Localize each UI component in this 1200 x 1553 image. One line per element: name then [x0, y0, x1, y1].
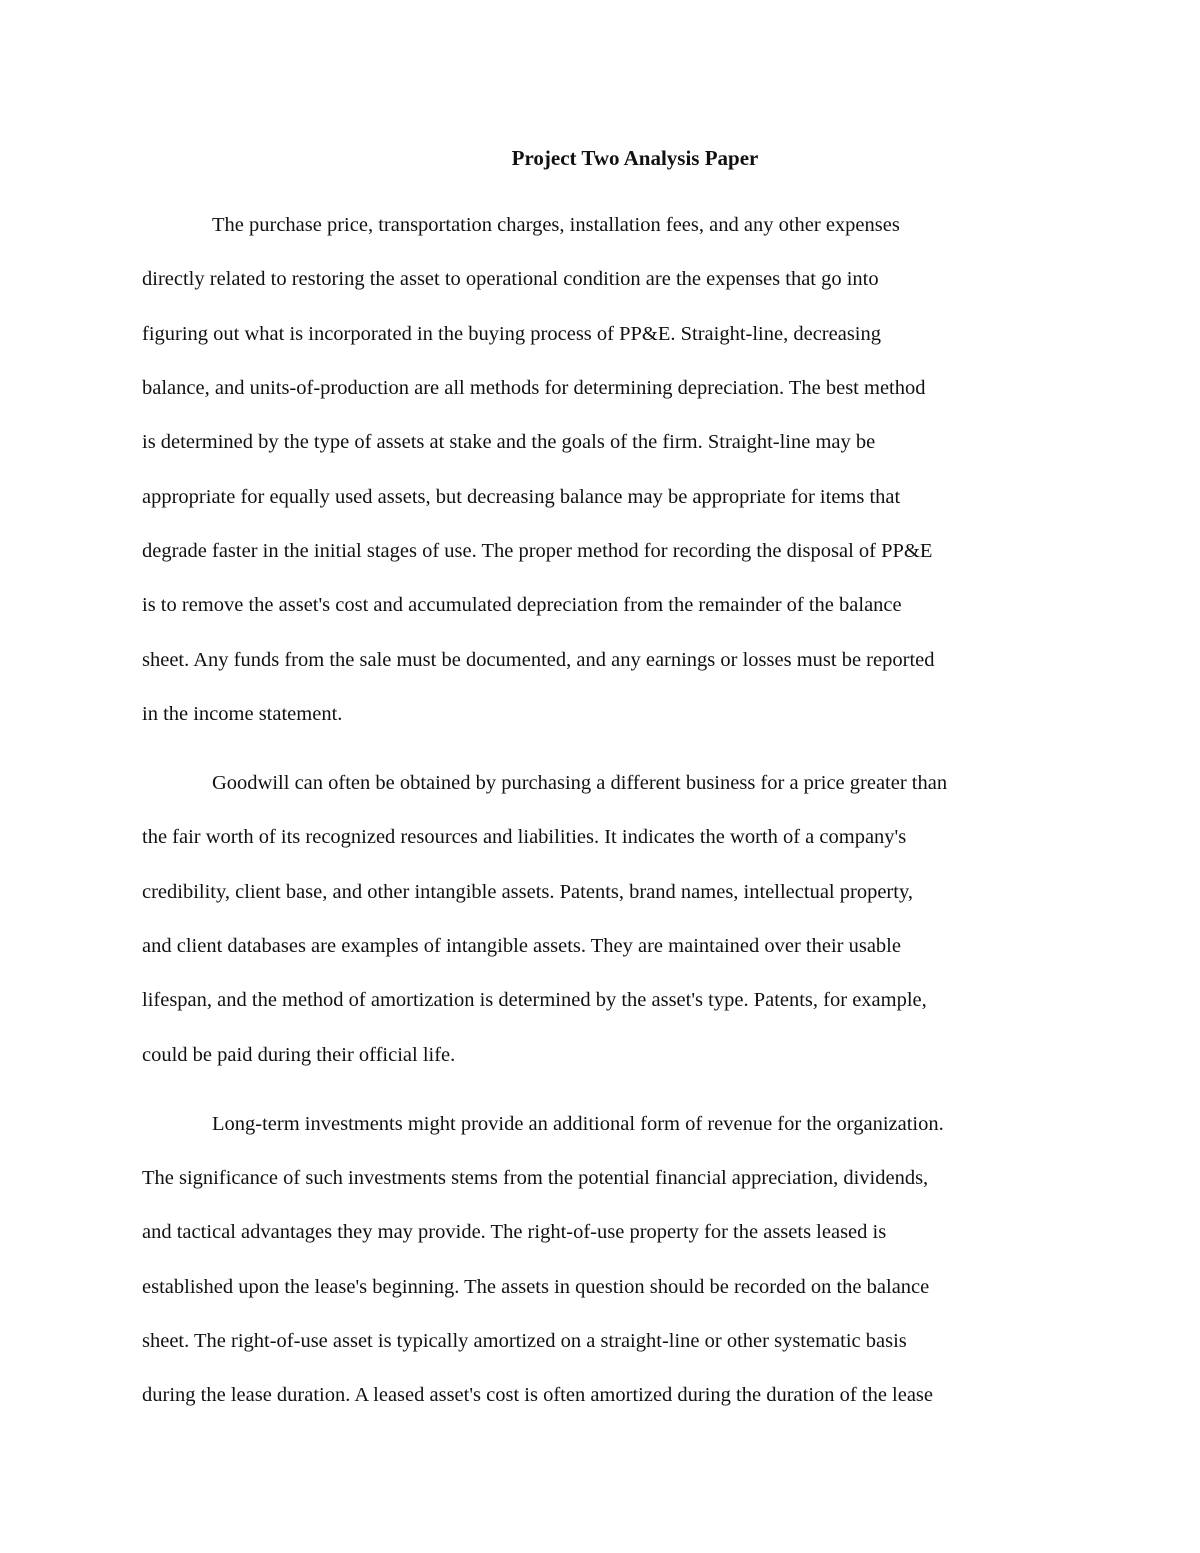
paragraph-3-line-4: established upon the lease's beginning. The assets in question should be recorded on the balance	[142, 1276, 930, 1298]
paragraph-2-line-6: could be paid during their official life.	[142, 1044, 456, 1066]
paragraph-1-line-7: degrade faster in the initial stages of use. The proper method for recording the disposal of PP&E	[142, 540, 933, 562]
paragraph-1-line-1: The purchase price, transportation charges, installation fees, and any other expenses	[212, 214, 900, 236]
paragraph-2-line-2: the fair worth of its recognized resources and liabilities. It indicates the worth of a company's	[142, 826, 907, 848]
page-title: Project Two Analysis Paper	[511, 146, 759, 170]
paragraph-1-line-10: in the income statement.	[142, 703, 343, 725]
paragraph-3-line-5: sheet. The right-of-use asset is typically amortized on a straight-line or other systematic basis	[142, 1330, 907, 1352]
paragraph-3-line-3: and tactical advantages they may provide. The right-of-use property for the assets leased is	[142, 1221, 887, 1243]
paragraph-2-line-4: and client databases are examples of intangible assets. They are maintained over their usable	[142, 935, 901, 957]
paragraph-2-line-5: lifespan, and the method of amortization is determined by the asset's type. Patents, for example,	[142, 989, 927, 1011]
paragraph-1-line-6: appropriate for equally used assets, but decreasing balance may be appropriate for items that	[142, 486, 901, 508]
paragraph-3-line-2: The significance of such investments stems from the potential financial appreciation, dividends,	[142, 1167, 929, 1189]
paragraph-1-line-9: sheet. Any funds from the sale must be documented, and any earnings or losses must be reported	[142, 649, 935, 671]
paragraph-2-line-1: Goodwill can often be obtained by purchasing a different business for a price greater than	[212, 772, 948, 794]
paragraph-3-line-1: Long-term investments might provide an additional form of revenue for the organization.	[212, 1113, 944, 1135]
paragraph-2-line-3: credibility, client base, and other intangible assets. Patents, brand names, intellectual property,	[142, 881, 913, 903]
paragraph-1-line-8: is to remove the asset's cost and accumulated depreciation from the remainder of the balance	[142, 594, 902, 616]
paragraph-3-line-6: during the lease duration. A leased asset's cost is often amortized during the duration of the lease	[142, 1384, 934, 1406]
paragraph-1-line-4: balance, and units-of-production are all methods for determining depreciation. The best method	[142, 377, 926, 399]
paragraph-1-line-5: is determined by the type of assets at stake and the goals of the firm. Straight-line may be	[142, 431, 876, 453]
paragraph-1-line-3: figuring out what is incorporated in the buying process of PP&E. Straight-line, decreasing	[142, 323, 881, 345]
paragraph-1-line-2: directly related to restoring the asset to operational condition are the expenses that go into	[142, 268, 879, 290]
